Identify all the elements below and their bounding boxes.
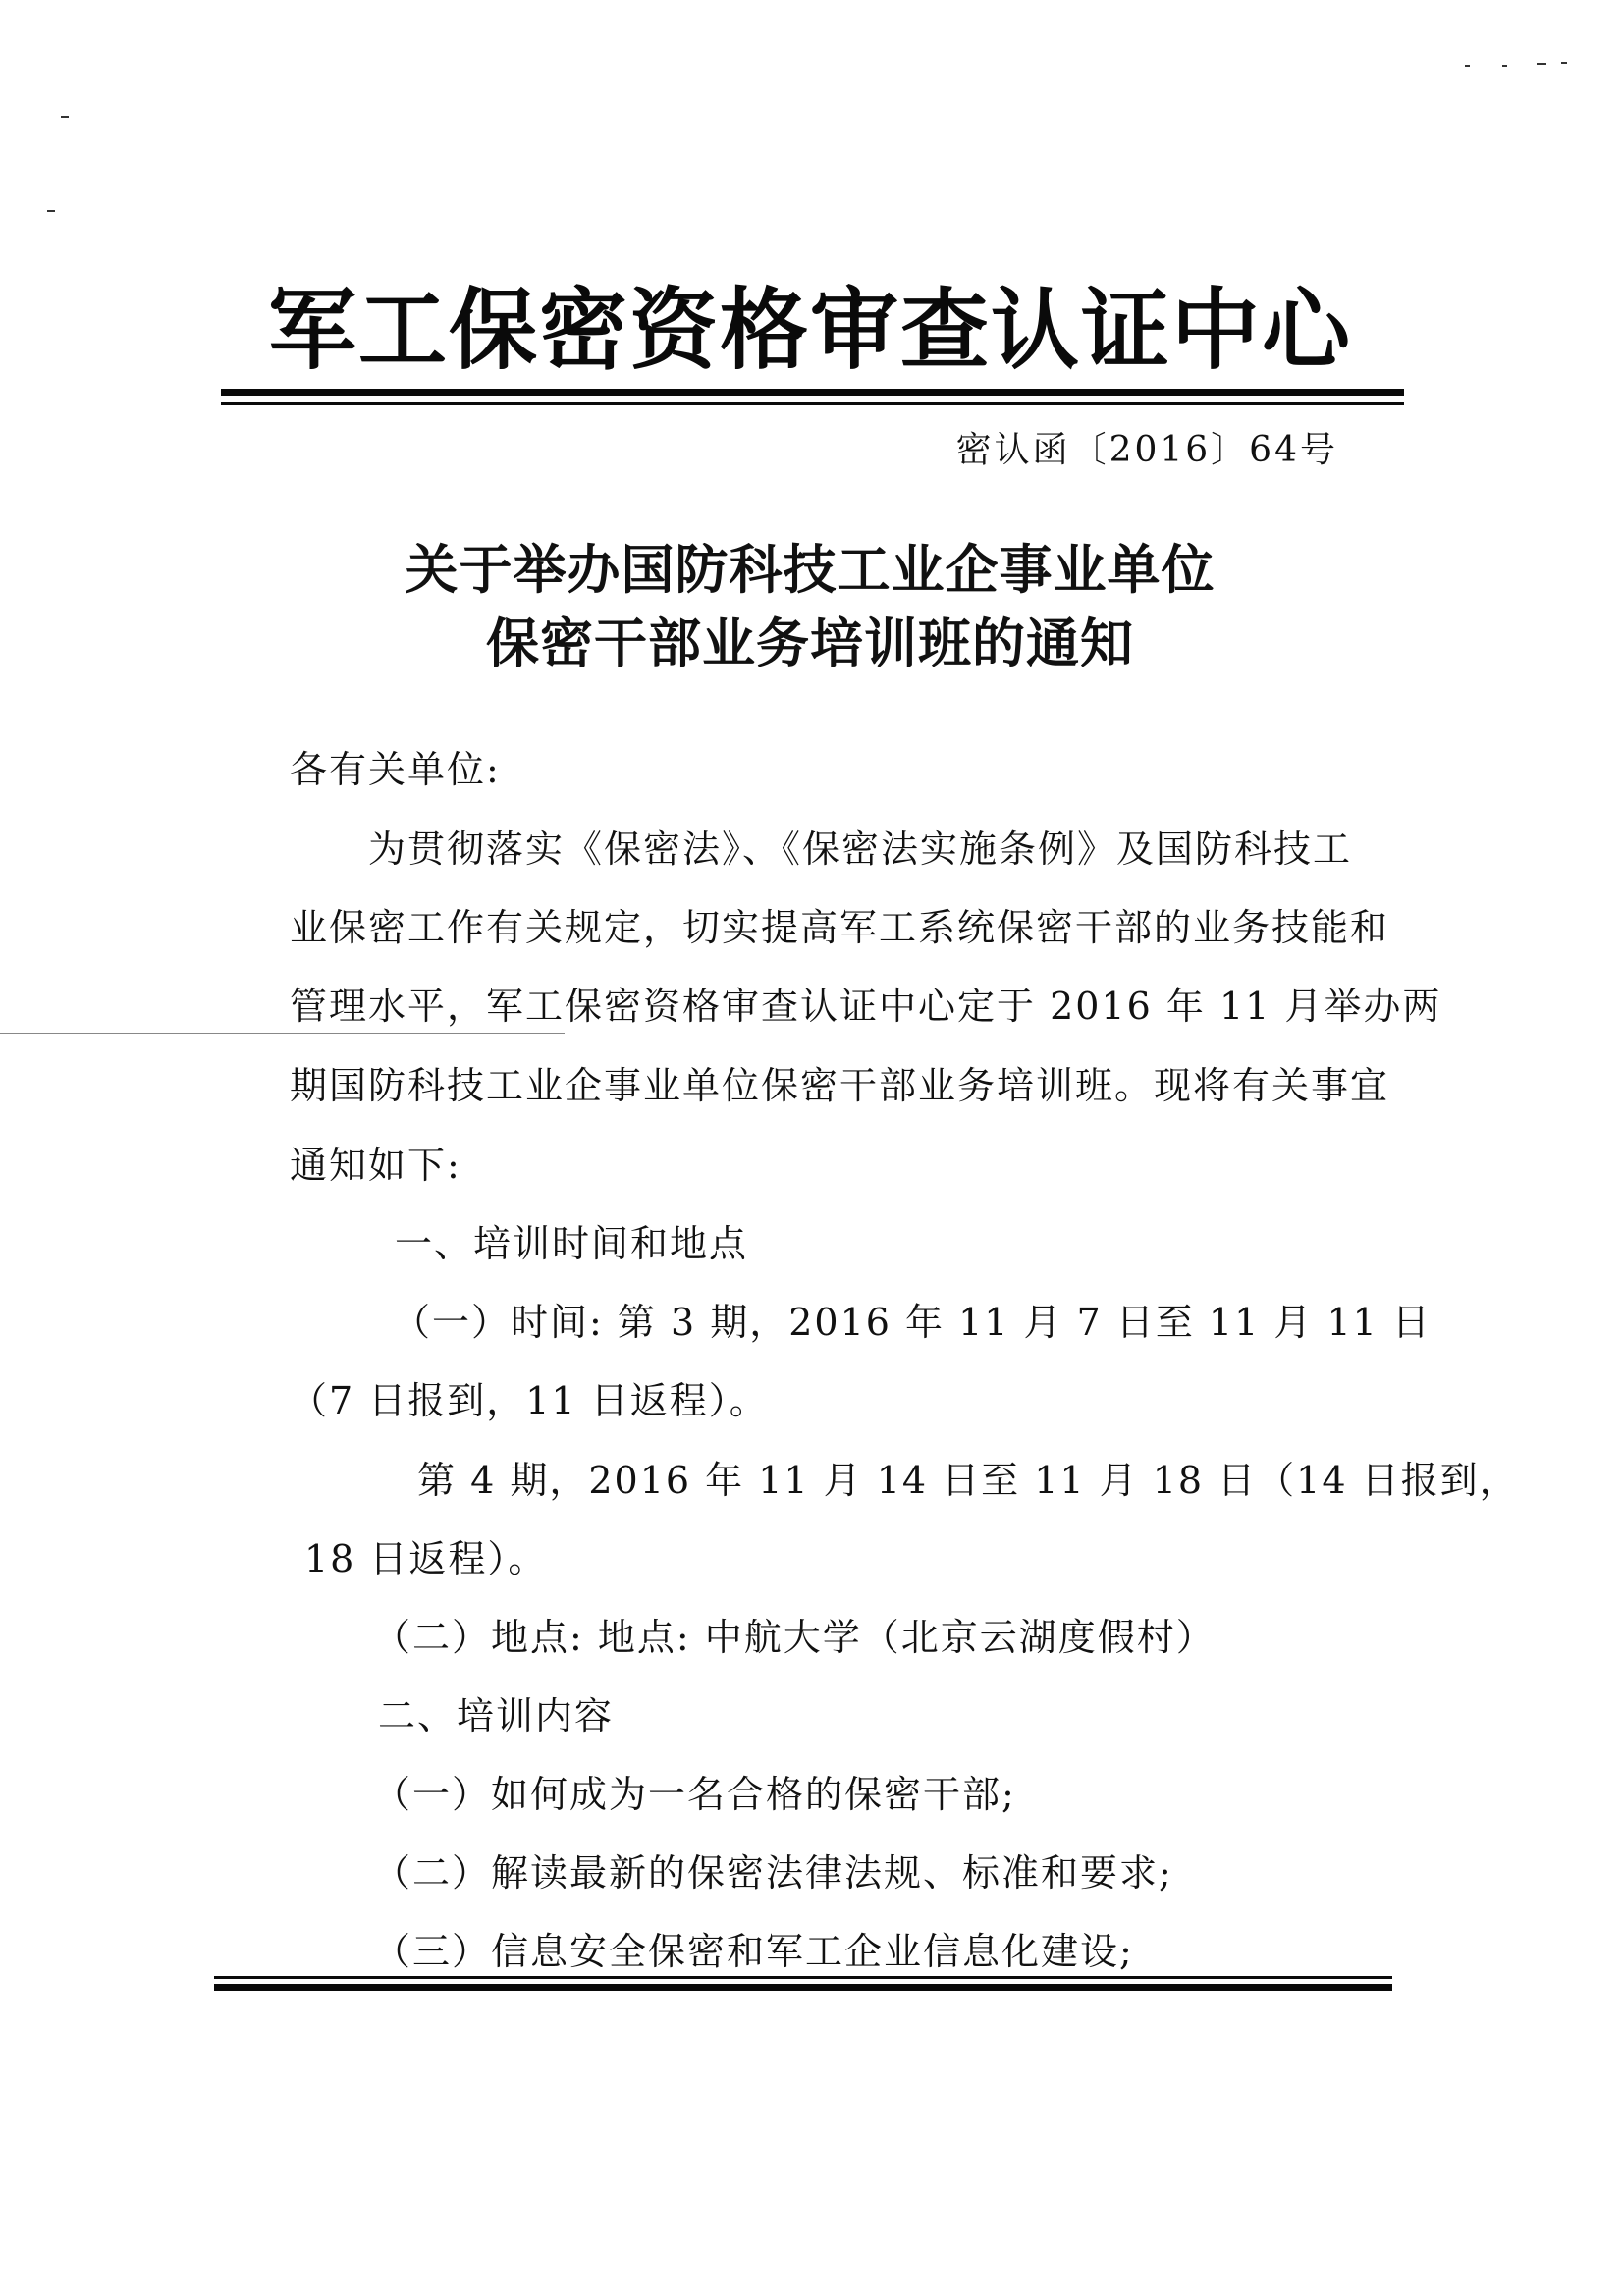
intro-line: 期国防科技工业企事业单位保密干部业务培训班。现将有关事宜 bbox=[290, 1064, 1390, 1107]
title-line-2: 保密干部业务培训班的通知 bbox=[486, 613, 1134, 674]
scan-speck bbox=[1502, 65, 1507, 67]
intro-line: 业保密工作有关规定，切实提高军工系统保密干部的业务技能和 bbox=[290, 906, 1390, 949]
salutation: 各有关单位: bbox=[290, 748, 501, 791]
time-line: 18 日返程）。 bbox=[304, 1537, 548, 1580]
content-item: （三）信息安全保密和军工企业信息化建设; bbox=[373, 1930, 1134, 1973]
section-heading-1: 一、培训时间和地点 bbox=[395, 1222, 749, 1265]
scan-speck bbox=[1561, 62, 1567, 64]
footer-rule-thin bbox=[214, 1976, 1392, 1979]
scan-artifact-line bbox=[0, 1033, 565, 1034]
masthead-rule-thick bbox=[221, 389, 1404, 396]
masthead-rule-thin bbox=[221, 402, 1404, 405]
title-line-1: 关于举办国防科技工业企事业单位 bbox=[405, 539, 1216, 601]
intro-line: 为贯彻落实《保密法》、《保密法实施条例》及国防科技工 bbox=[368, 828, 1353, 871]
place-line: （二）地点: 地点: 中航大学（北京云湖度假村） bbox=[373, 1616, 1216, 1659]
masthead-org-name: 军工保密资格审查认证中心 bbox=[268, 279, 1352, 382]
document-number: 密认函〔2016〕64号 bbox=[955, 430, 1338, 470]
time-line: （7 日报到，11 日返程）。 bbox=[290, 1379, 769, 1422]
content-item: （二）解读最新的保密法律法规、标准和要求; bbox=[373, 1851, 1173, 1895]
scan-speck bbox=[1465, 65, 1470, 67]
scan-speck bbox=[1537, 63, 1546, 65]
section-heading-2: 二、培训内容 bbox=[378, 1694, 615, 1737]
time-line: 第 4 期，2016 年 11 月 14 日至 11 月 18 日（14 日报到， bbox=[417, 1459, 1519, 1502]
time-line: （一）时间: 第 3 期，2016 年 11 月 7 日至 11 月 11 日 bbox=[393, 1301, 1432, 1344]
intro-line: 管理水平，军工保密资格审查认证中心定于 2016 年 11 月举办两 bbox=[290, 985, 1442, 1028]
footer-rule-thick bbox=[214, 1984, 1392, 1991]
scan-speck bbox=[61, 116, 69, 118]
scan-speck bbox=[47, 210, 55, 212]
intro-line: 通知如下: bbox=[290, 1144, 461, 1187]
content-item: （一）如何成为一名合格的保密干部; bbox=[373, 1773, 1016, 1816]
